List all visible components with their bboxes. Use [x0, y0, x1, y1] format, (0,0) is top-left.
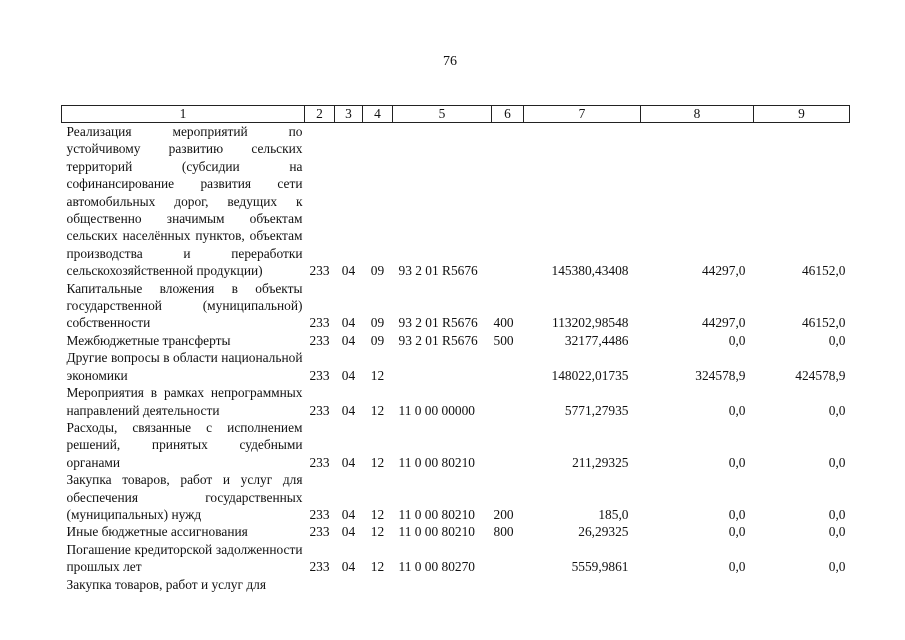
amount-year3-cell: 46152,0 — [801, 315, 846, 331]
header-cell: 2 — [305, 106, 335, 123]
table-row — [62, 541, 850, 576]
target-article-cell — [393, 576, 492, 593]
table-row — [62, 349, 850, 384]
admin-code-cell: 233 — [309, 332, 330, 348]
subsection-code-cell: 12 — [370, 454, 385, 470]
section-code-cell: 04 — [341, 402, 356, 418]
table-header-row — [62, 106, 850, 123]
target-article-cell: 93 2 01 R5676 — [398, 263, 478, 279]
admin-code-cell: 233 — [309, 367, 330, 383]
section-code-cell: 04 — [341, 506, 356, 522]
header-cell: 6 — [492, 106, 524, 123]
section-code-cell: 04 — [341, 524, 356, 540]
amount-year1-cell: 32177,4486 — [564, 332, 629, 348]
amount-year3-cell: 0,0 — [828, 559, 846, 575]
subsection-code-cell: 12 — [370, 402, 385, 418]
target-article-cell: 93 2 01 R5676 — [398, 332, 478, 348]
row-name-cell: Иные бюджетные ассигнования — [66, 524, 248, 540]
row-name-cell: Другие вопросы в области национальной экономики — [66, 350, 303, 383]
amount-year3-cell — [754, 576, 850, 593]
row-name-cell: Закупка товаров, работ и услуг для — [66, 576, 266, 592]
subsection-code-cell: 09 — [370, 332, 385, 348]
table-row — [62, 471, 850, 523]
admin-code-cell: 233 — [309, 315, 330, 331]
section-code-cell: 04 — [341, 263, 356, 279]
target-article-cell: 11 0 00 80270 — [398, 559, 475, 575]
table-row — [62, 384, 850, 419]
amount-year1-cell: 148022,01735 — [551, 367, 629, 383]
amount-year3-cell: 0,0 — [828, 402, 846, 418]
row-name-cell: Мероприятия в рамках непрограммных направлений деятельности — [66, 385, 303, 418]
target-article-cell — [393, 349, 492, 384]
amount-year2-cell: 0,0 — [728, 454, 746, 470]
row-name-cell: Закупка товаров, работ и услуг для обеспечения государственных (муниципальных) нужд — [66, 472, 303, 522]
header-cell: 4 — [363, 106, 393, 123]
table-row — [62, 123, 850, 280]
amount-year3-cell: 0,0 — [828, 454, 846, 470]
subsection-code-cell: 09 — [370, 263, 385, 279]
expense-type-cell — [492, 541, 524, 576]
table-row — [62, 419, 850, 471]
subsection-code-cell: 12 — [370, 367, 385, 383]
amount-year2-cell: 324578,9 — [695, 367, 746, 383]
table-row — [62, 576, 850, 593]
admin-code-cell: 233 — [309, 402, 330, 418]
table-row — [62, 280, 850, 332]
target-article-cell: 11 0 00 00000 — [398, 402, 475, 418]
amount-year3-cell: 46152,0 — [801, 263, 846, 279]
admin-code-cell: 233 — [309, 559, 330, 575]
table-row — [62, 523, 850, 540]
header-cell: 8 — [641, 106, 754, 123]
amount-year1-cell: 113202,98548 — [552, 315, 629, 331]
target-article-cell: 11 0 00 80210 — [398, 454, 475, 470]
amount-year2-cell: 0,0 — [728, 559, 746, 575]
amount-year1-cell: 5771,27935 — [564, 402, 629, 418]
header-cell: 9 — [754, 106, 850, 123]
amount-year2-cell: 44297,0 — [701, 315, 746, 331]
row-name-cell: Погашение кредиторской задолженности прошлых лет — [66, 541, 303, 575]
expense-type-cell — [492, 349, 524, 384]
budget-table — [61, 105, 850, 593]
subsection-code-cell — [363, 576, 393, 593]
section-code-cell: 04 — [341, 315, 356, 331]
expense-type-cell — [492, 419, 524, 471]
expense-type-cell — [492, 576, 524, 593]
admin-code-cell: 233 — [309, 506, 330, 522]
amount-year1-cell: 26,29325 — [578, 524, 629, 540]
section-code-cell: 04 — [341, 454, 356, 470]
header-cell: 1 — [62, 106, 305, 123]
admin-code-cell: 233 — [309, 524, 330, 540]
target-article-cell: 11 0 00 80210 — [398, 524, 475, 540]
section-code-cell: 04 — [341, 332, 356, 348]
amount-year1-cell: 5559,9861 — [571, 559, 629, 575]
admin-code-cell: 233 — [309, 263, 330, 279]
row-name-cell: Межбюджетные трансферты — [66, 332, 231, 348]
amount-year1-cell: 185,0 — [598, 506, 629, 522]
target-article-cell: 11 0 00 80210 — [398, 506, 475, 522]
section-code-cell: 04 — [341, 559, 356, 575]
section-code-cell: 04 — [341, 367, 356, 383]
amount-year2-cell: 44297,0 — [701, 263, 746, 279]
subsection-code-cell: 09 — [370, 315, 385, 331]
expense-type-cell — [492, 123, 524, 280]
expense-type-cell: 400 — [493, 315, 514, 331]
expense-type-cell: 200 — [493, 506, 514, 522]
row-name-cell: Расходы, связанные с исполнением решений, принятых судебными органами — [66, 419, 303, 470]
amount-year1-cell — [524, 576, 641, 593]
expense-type-cell: 500 — [493, 332, 514, 348]
table-row — [62, 332, 850, 349]
amount-year3-cell: 0,0 — [828, 506, 846, 522]
amount-year3-cell: 424578,9 — [795, 367, 846, 383]
section-code-cell — [335, 576, 363, 593]
amount-year2-cell: 0,0 — [728, 402, 746, 418]
amount-year2-cell: 0,0 — [728, 506, 746, 522]
amount-year1-cell: 145380,43408 — [551, 263, 629, 279]
admin-code-cell: 233 — [309, 454, 330, 470]
expense-type-cell — [492, 384, 524, 419]
amount-year3-cell: 0,0 — [828, 332, 846, 348]
amount-year2-cell: 0,0 — [728, 524, 746, 540]
subsection-code-cell: 12 — [370, 506, 385, 522]
header-cell: 3 — [335, 106, 363, 123]
subsection-code-cell: 12 — [370, 524, 385, 540]
subsection-code-cell: 12 — [370, 559, 385, 575]
page-number: 76 — [443, 54, 457, 69]
amount-year3-cell: 0,0 — [828, 524, 846, 540]
amount-year2-cell: 0,0 — [728, 332, 746, 348]
amount-year1-cell: 211,29325 — [572, 454, 629, 470]
row-name-cell: Капитальные вложения в объекты государственной (муниципальной) собственности — [66, 280, 303, 331]
row-name-cell: Реализация мероприятий по устойчивому развитию сельских территорий (субсидии на софинансирование развития сети автомобильных дорог, ведущих к общественно значимым объектам сельских населённых пунктов, объектам производства и переработки сельскохозяйственной продукции) — [66, 124, 303, 279]
target-article-cell: 93 2 01 R5676 — [398, 315, 478, 331]
amount-year2-cell — [641, 576, 754, 593]
header-cell: 7 — [524, 106, 641, 123]
expense-type-cell: 800 — [493, 524, 514, 540]
header-cell: 5 — [393, 106, 492, 123]
admin-code-cell — [305, 576, 335, 593]
